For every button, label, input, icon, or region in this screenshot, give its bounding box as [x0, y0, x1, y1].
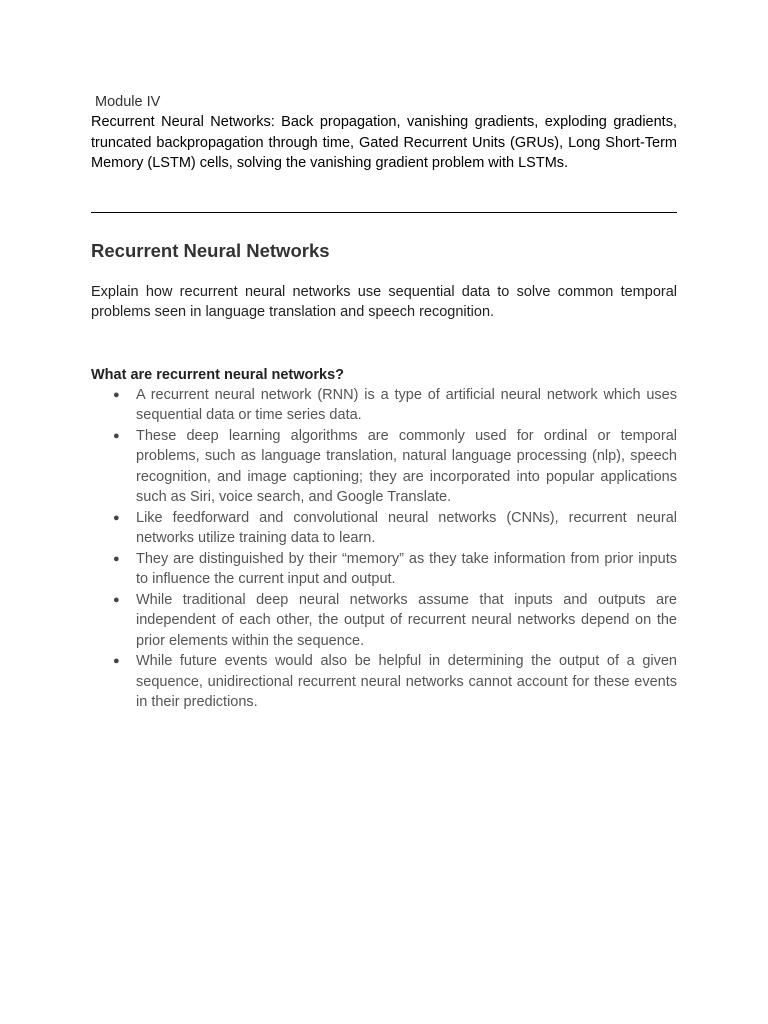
list-item	[91, 508, 677, 549]
section-divider	[91, 212, 677, 213]
list-item-text: These deep learning algorithms are commonly used for ordinal or temporal problems, such as language translation, natural language processing (nlp), speech recognition, and image captioning; they are incorporated into popular applications such as Siri, voice search, and Google Translate.	[136, 427, 677, 505]
list-item	[91, 385, 677, 426]
question-heading: What are recurrent neural networks?	[91, 366, 345, 383]
section-title: Recurrent Neural Networks	[91, 239, 330, 261]
list-item	[91, 651, 677, 713]
list-item	[91, 426, 677, 508]
module-syllabus: Recurrent Neural Networks: Back propagation, vanishing gradients, exploding gradients, truncated backpropagation through time, Gated Recurrent Units (GRUs), Long Short-Term Memory (LSTM) cells, solving the vanishing gradient problem with LSTMs.	[91, 114, 677, 171]
bullet-icon: ●	[113, 429, 120, 442]
section-intro: Explain how recurrent neural networks use sequential data to solve common temporal problems seen in language translation and speech recognition.	[91, 283, 677, 320]
bullet-icon: ●	[113, 593, 120, 606]
list-item	[91, 549, 677, 590]
document-page	[91, 93, 677, 713]
bullet-icon: ●	[113, 655, 120, 667]
bullet-icon: ●	[113, 388, 120, 401]
bullet-list	[91, 385, 677, 713]
list-item	[91, 590, 677, 652]
list-item-text: A recurrent neural network (RNN) is a type of artificial neural network which uses sequential data or time series data.	[136, 386, 677, 423]
list-item-text: While traditional deep neural networks assume that inputs and outputs are independent of each other, the output of recurrent neural networks depend on the prior elements within the sequence.	[136, 591, 677, 649]
module-label: Module IV	[95, 94, 161, 110]
bullet-icon: ●	[113, 511, 120, 524]
list-item-text: While future events would also be helpful in determining the output of a given sequence, unidirectional recurrent neural networks cannot account for these events in their predictions.	[136, 653, 677, 710]
list-item-text: They are distinguished by their “memory” as they take information from prior inputs to influence the current input and output.	[136, 550, 677, 587]
list-item-text: Like feedforward and convolutional neural networks (CNNs), recurrent neural networks utilize training data to learn.	[136, 509, 677, 546]
bullet-icon: ●	[113, 552, 120, 565]
